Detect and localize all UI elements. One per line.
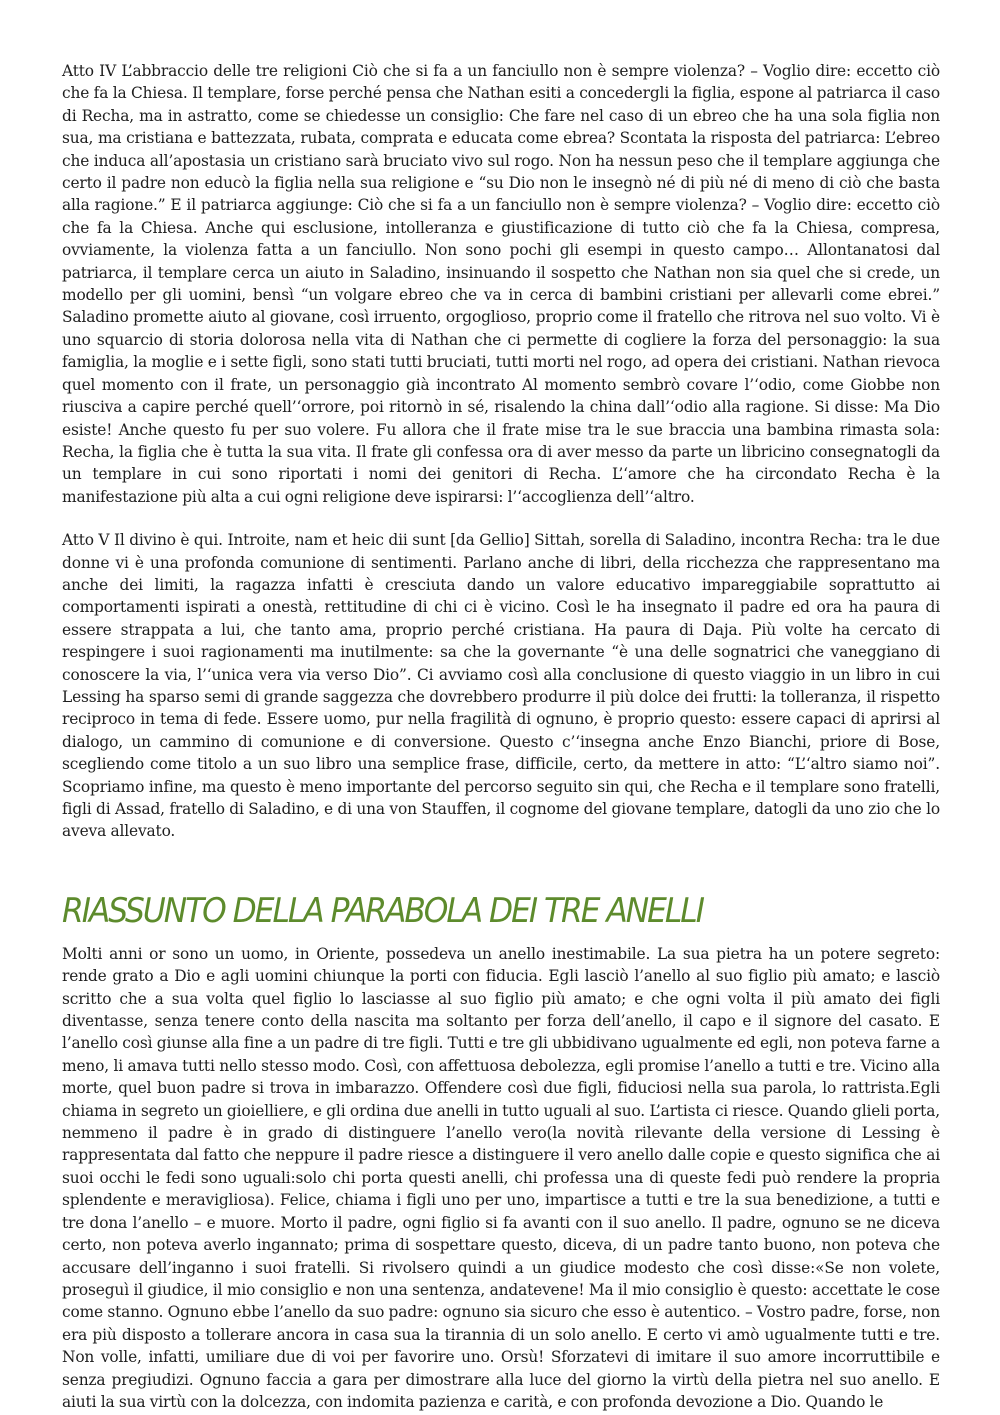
document-page xyxy=(62,60,940,1413)
paragraph-atto-iv: Atto IV L’abbraccio delle tre religioni Ciò che si fa a un fanciullo non è sempre violenza? – Voglio dire: eccetto ciò che fa la Chiesa. Il templare, forse perché pensa che Nathan esiti a concedergli la figlia, espone al patriarca il caso di Recha, ma in astratto, come se chiedesse un consiglio: Che fare nel caso di un ebreo che ha una sola figlia non sua, ma cristiana e battezzata, rubata, comprata e educata come ebrea? Scontata la risposta del patriarca: L’ebreo che induca all’apostasia un cristiano sarà bruciato vivo sul rogo. Non ha nessun peso che il templare aggiunga che certo il padre non educò la figlia nella sua religione e “su Dio non le insegnò né di più né di meno di ciò che basta alla ragione.” E il patriarca aggiunge: Ciò che si fa a un fanciullo non è sempre violenza? – Voglio dire: eccetto ciò che fa la Chiesa. Anche qui esclusione, intolleranza e giustificazione di tutto ciò che fa la Chiesa, compresa, ovviamente, la violenza fatta a un fanciullo. Non sono pochi gli esempi in questo campo… Allontanatosi dal patriarca, il templare cerca un aiuto in Saladino, insinuando il sospetto che Nathan non sia quel che si crede, un modello per gli uomini, bensì “un volgare ebreo che va in cerca di bambini cristiani per allevarli come ebrei.” Saladino promette aiuto al giovane, così irruento, orgoglioso, proprio come il fratello che ritrova nel suo volto. Vi è uno squarcio di storia dolorosa nella vita di Nathan che ci permette di cogliere la forza del personaggio: la sua famiglia, la moglie e i sette figli, sono stati tutti bruciati, tutti morti nel rogo, ad opera dei cristiani. Nathan rievoca quel momento con il frate, un personaggio già incontrato Al momento sembrò covare l’‘odio, come Giobbe non riusciva a capire perché quell’‘orrore, poi ritornò in sé, risalendo la china dall’‘odio alla ragione. Si disse: Ma Dio esiste! Anche questo fu per suo volere. Fu allora che il frate mise tra le sue braccia una bambina rimasta sola: Recha, la figlia che è tutta la sua vita. Il frate gli confessa ora di aver messo da parte un libricino consegnatogli da un templare in cui sono riportati i nomi dei genitori di Recha. L’‘amore che ha circondato Recha è la manifestazione più alta a cui ogni religione deve ispirarsi: l’‘accoglienza dell’‘altro. xyxy=(62,62,940,506)
paragraph-parabola: Molti anni or sono un uomo, in Oriente, possedeva un anello inestimabile. La sua pietra ha un potere segreto: rende grato a Dio e agli uomini chiunque la porti con fiducia. Egli lasciò l’anello al suo figlio più amato; e lasciò scritto che a sua volta quel figlio lo lasciasse al suo figlio più amato; e che ogni volta il più amato dei figli diventasse, senza tenere conto della nascita ma soltanto per forza dell’anello, il capo e il signore del casato. E l’anello così giunse alla fine a un padre di tre figli. Tutti e tre gli ubbidivano ugualmente ed egli, non poteva farne a meno, li amava tutti nello stesso modo. Così, con affettuosa debolezza, egli promise l’anello a tutti e tre. Vicino alla morte, quel buon padre si trova in imbarazzo. Offendere così due figli, fiduciosi nella sua parola, lo rattrista.Egli chiama in segreto un gioielliere, e gli ordina due anelli in tutto uguali al suo. L’artista ci riesce. Quando glieli porta, nemmeno il padre è in grado di distinguere l’anello vero(la novità rilevante della versione di Lessing è rappresentata dal fatto che neppure il padre riesce a distinguere il vero anello dalle copie e questo significa che ai suoi occhi le fedi sono uguali:solo chi porta questi anelli, chi professa una di queste fedi può rendere la propria splendente e meravigliosa). Felice, chiama i figli uno per uno, impartisce a tutti e tre la sua benedizione, a tutti e tre dona l’anello – e muore. Morto il padre, ogni figlio si fa avanti con il suo anello. Il padre, ognuno se ne diceva certo, non poteva averlo ingannato; prima di sospettare questo, diceva, di un padre tanto buono, non poteva che accusare dell’inganno i suoi fratelli. Si rivolsero quindi a un giudice modesto che così disse:«Se non volete, proseguì il giudice, il mio consiglio e non una sentenza, andatevene! Ma il mio consiglio è questo: accettate le cose come stanno. Ognuno ebbe l’anello da suo padre: ognuno sia sicuro che esso è autentico. – Vostro padre, forse, non era più disposto a tollerare ancora in casa sua la tirannia di un solo anello. E certo vi amò ugualmente tutti e tre. Non volle, infatti, umiliare due di voi per favorire uno. Orsù! Sforzatevi di imitare il suo amore incorruttibile e senza pregiudizi. Ognuno faccia a gara per dimostrare alla luce del giorno la virtù della pietra nel suo anello. E aiuti la sua virtù con la dolcezza, con indomita pazienza e carità, e con profonda devozione a Dio. Quando le xyxy=(62,944,940,1411)
paragraph-spacer xyxy=(62,508,940,529)
section-heading: RIASSUNTO DELLA PARABOLA DEI TRE ANELLI xyxy=(62,890,703,931)
paragraph-atto-v: Atto V Il divino è qui. Introite, nam et heic dii sunt [da Gellio] Sittah, sorella di Saladino, incontra Recha: tra le due donne vi è una profonda comunione di sentimenti. Parlano anche di libri, della ricchezza che rappresentano ma anche dei limiti, la ragazza infatti è cresciuta dando un valore educativo impareggiabile soprattutto ai comportamenti ispirati a onestà, rettitudine di chi ci è vicino. Così le ha insegnato il padre ed ora ha paura di essere strappata a lui, che tanto ama, proprio perché cristiana. Ha paura di Daja. Più volte ha cercato di respingere i suoi ragionamenti ma inutilmente: sa che la governante “è una delle sognatrici che vaneggiano di conoscere la via, l’‘unica vera via verso Dio”. Ci avviamo così alla conclusione di questo viaggio in un libro in cui Lessing ha sparso semi di grande saggezza che dovrebbero produrre il più dolce dei frutti: la tolleranza, il rispetto reciproco in tema di fede. Essere uomo, pur nella fragilità di ognuno, è proprio questo: essere capaci di aprirsi al dialogo, un cammino di comunione e di conversione. Questo c’‘insegna anche Enzo Bianchi, priore di Bose, scegliendo come titolo a un suo libro una semplice frase, difficile, certo, da mettere in atto: “L’‘altro siamo noi”. Scopriamo infine, ma questo è meno importante del percorso seguito sin qui, che Recha e il templare sono fratelli, figli di Assad, fratello di Saladino, e di una von Stauffen, il cognome del giovane templare, datogli da uno zio che lo aveva allevato. xyxy=(62,531,940,841)
